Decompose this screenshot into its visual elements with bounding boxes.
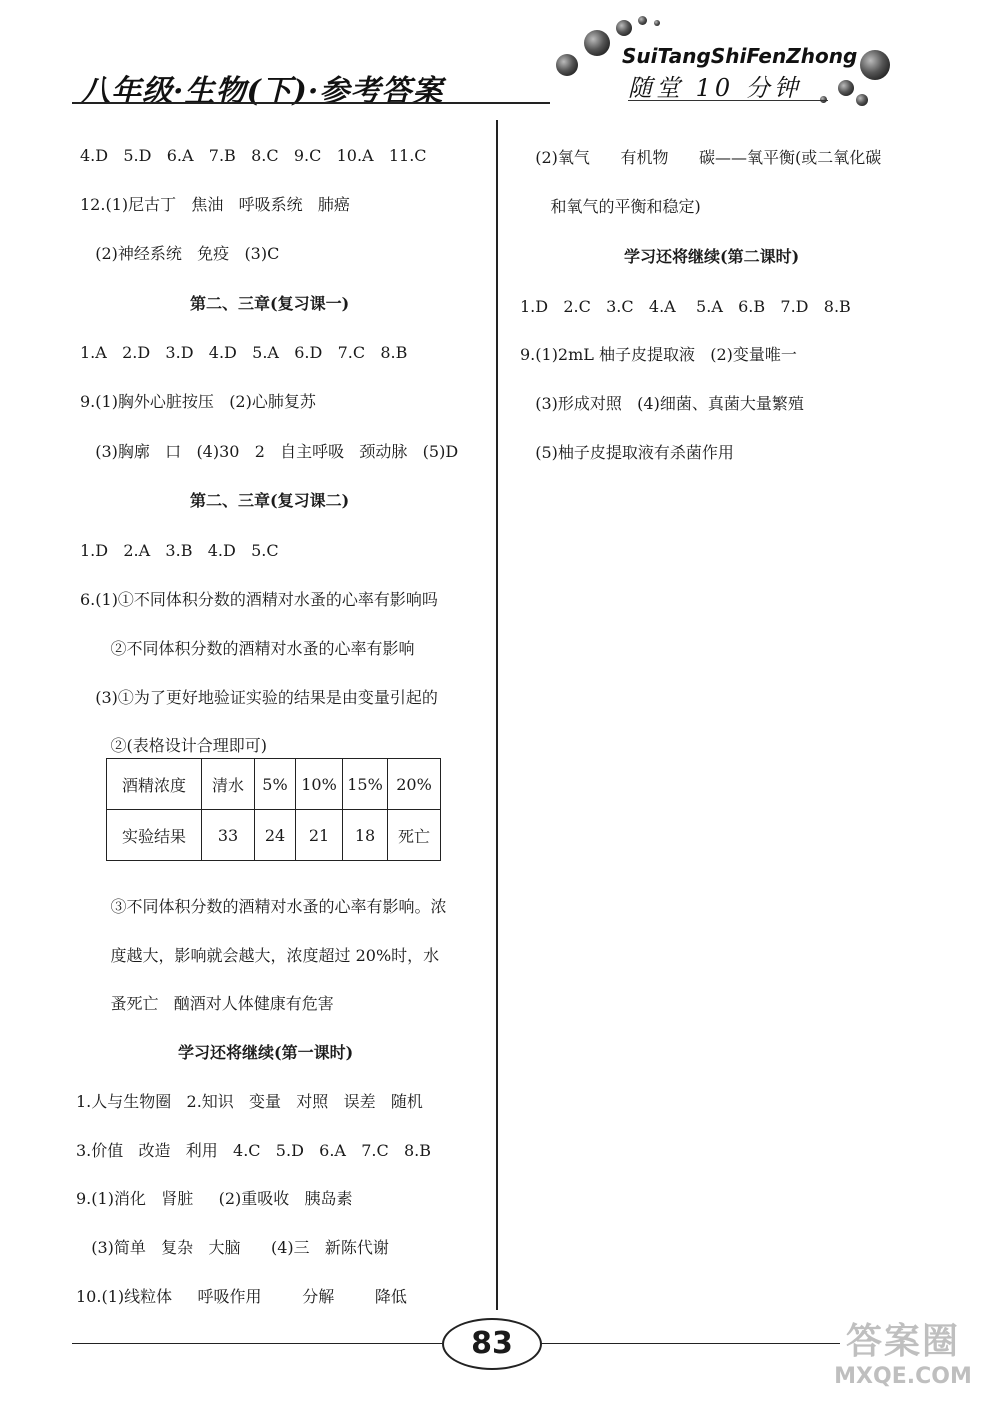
answer-line: 1.D 2.C 3.C 4.A 5.A 6.B 7.D 8.B	[520, 297, 851, 316]
table-cell: 10%	[296, 759, 343, 810]
decor-dot	[654, 20, 660, 26]
answer-line: (3)简单 复杂 大脑 (4)三 新陈代谢	[76, 1238, 389, 1257]
decor-dot	[616, 20, 632, 36]
answer-line: 4.D 5.D 6.A 7.B 8.C 9.C 10.A 11.C	[80, 146, 427, 165]
section-heading: 学习还将继续(第一课时)	[178, 1043, 354, 1062]
answer-line: (2)神经系统 免疫 (3)C	[80, 244, 280, 263]
answer-line: 1.A 2.D 3.D 4.D 5.A 6.D 7.C 8.B	[80, 343, 408, 362]
decor-dot	[584, 30, 610, 56]
page-number: 83	[442, 1318, 542, 1370]
answer-line: ②不同体积分数的酒精对水蚤的心率有影响	[80, 639, 415, 658]
table-cell: 18	[343, 810, 388, 861]
table-cell: 清水	[202, 759, 255, 810]
column-divider	[496, 120, 498, 1310]
answer-line: 9.(1)消化 肾脏 (2)重吸收 胰岛素	[76, 1189, 353, 1208]
answer-line: 1.D 2.A 3.B 4.D 5.C	[80, 541, 279, 560]
answer-line: 10.(1)线粒体 呼吸作用 分解 降低	[76, 1287, 407, 1306]
answer-line: ②(表格设计合理即可)	[80, 736, 268, 755]
answer-line: (5)柚子皮提取液有杀菌作用	[520, 443, 734, 462]
decor-dot	[556, 54, 578, 76]
table-cell: 24	[255, 810, 296, 861]
brand-rule	[628, 100, 828, 101]
brand-name-chinese: 随堂 10 分钟	[628, 74, 802, 102]
footer-rule	[540, 1343, 840, 1344]
table-cell: 死亡	[388, 810, 441, 861]
brand-name-pinyin: SuiTangShiFenZhong	[622, 44, 858, 68]
answer-line: 9.(1)2mL 柚子皮提取液 (2)变量唯一	[520, 345, 797, 364]
experiment-result-table	[106, 758, 441, 861]
table-cell: 33	[202, 810, 255, 861]
answer-line: (3)胸廓 口 (4)30 2 自主呼吸 颈动脉 (5)D	[80, 442, 459, 461]
answer-line: ③不同体积分数的酒精对水蚤的心率有影响。浓	[80, 897, 447, 916]
answer-line: 12.(1)尼古丁 焦油 呼吸系统 肺癌	[80, 195, 350, 214]
decor-dot	[838, 80, 854, 96]
site-watermark	[818, 1320, 988, 1400]
table-row	[107, 759, 441, 810]
table-cell: 15%	[343, 759, 388, 810]
answer-line: 6.(1)①不同体积分数的酒精对水蚤的心率有影响吗	[80, 590, 438, 609]
watermark-logo-text: 答案圈	[845, 1321, 960, 1362]
table-row	[107, 810, 441, 861]
page-header-title: 八年级·生物(下)·参考答案	[80, 74, 444, 109]
decor-dot	[856, 94, 868, 106]
table-cell: 5%	[255, 759, 296, 810]
answer-line: (3)①为了更好地验证实验的结果是由变量引起的	[80, 688, 438, 707]
table-cell: 实验结果	[107, 810, 202, 861]
decor-dot	[638, 16, 647, 25]
answer-line: 蚤死亡 酗酒对人体健康有危害	[80, 994, 334, 1013]
answer-line: 1.人与生物圈 2.知识 变量 对照 误差 随机	[76, 1092, 423, 1111]
section-heading: 第二、三章(复习课二)	[190, 491, 350, 510]
footer-rule	[72, 1343, 442, 1344]
header-rule	[72, 102, 550, 104]
decor-dot	[860, 50, 890, 80]
section-heading: 第二、三章(复习课一)	[190, 294, 350, 313]
table-cell: 21	[296, 810, 343, 861]
answer-line: 度越大，影响就会越大，浓度超过 20%时，水	[80, 946, 440, 965]
table-cell: 酒精浓度	[107, 759, 202, 810]
watermark-url: MXQE.COM	[834, 1364, 972, 1389]
answer-line: 9.(1)胸外心脏按压 (2)心肺复苏	[80, 392, 316, 411]
answer-line: (3)形成对照 (4)细菌、真菌大量繁殖	[520, 394, 804, 413]
answer-line: 和氧气的平衡和稳定)	[520, 197, 701, 216]
section-heading: 学习还将继续(第二课时)	[624, 247, 800, 266]
table-cell: 20%	[388, 759, 441, 810]
answer-line: 3.价值 改造 利用 4.C 5.D 6.A 7.C 8.B	[76, 1141, 432, 1160]
answer-line: (2)氧气 有机物 碳——氧平衡(或二氧化碳	[520, 148, 882, 167]
